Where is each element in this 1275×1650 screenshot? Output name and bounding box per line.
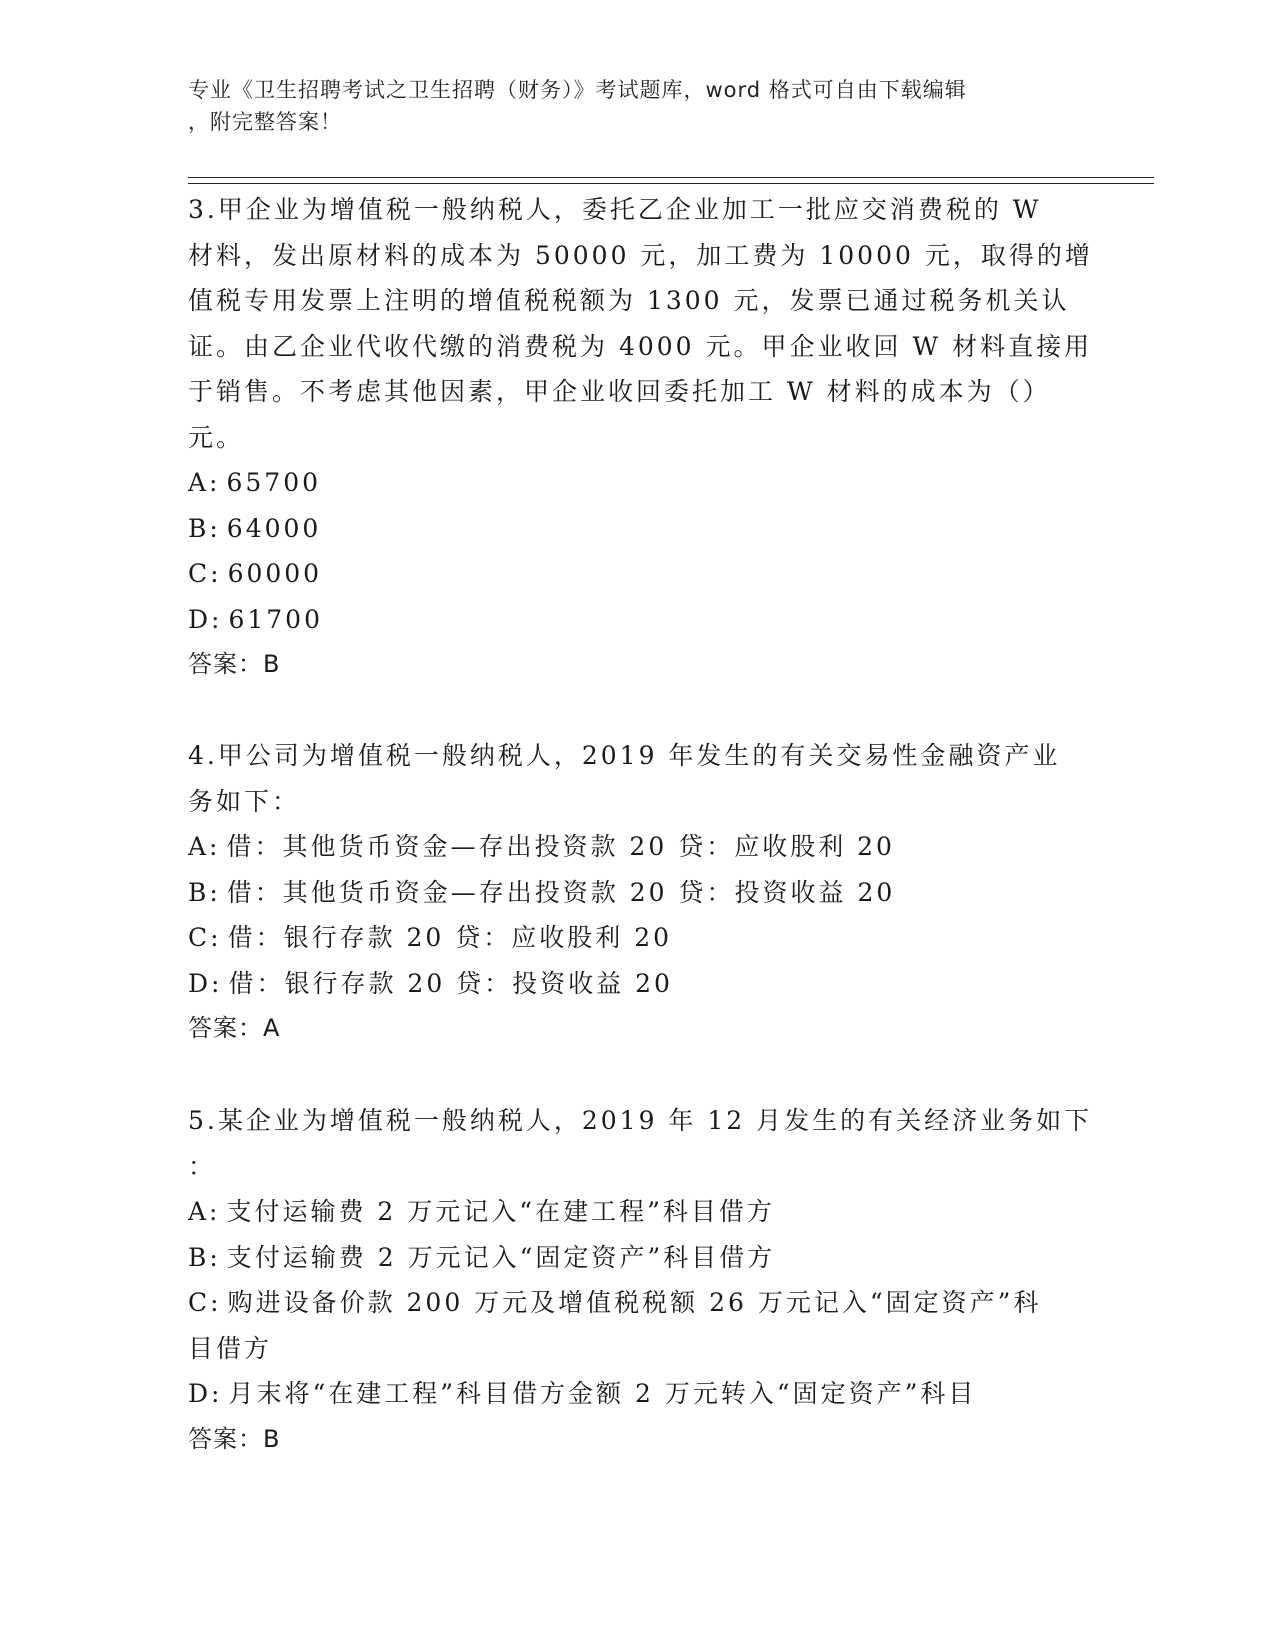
option-b [188, 870, 1088, 916]
option-letter: B: [188, 1242, 221, 1272]
option-text: 支付运输费 2 万元记入“固定资产”科目借方 [226, 1242, 776, 1272]
question-stem-line: 3.甲企业为增值税一般纳税人，委托乙企业加工一批应交消费税的 W [188, 195, 1042, 224]
option-text: 65700 [226, 468, 322, 497]
header-line-1: 专业《卫生招聘考试之卫生招聘（财务）》考试题库，word 格式可自由下载编辑 [188, 78, 967, 102]
question-stem-line: 于销售。不考虑其他因素，甲企业收回委托加工 W 材料的成本为（） [188, 377, 1051, 406]
option-text: 借：银行存款 20 贷：投资收益 20 [228, 968, 673, 998]
option-text: 月末将“在建工程”科目借方金额 2 万元转入“固定资产”科目 [228, 1379, 977, 1408]
option-text: 61700 [228, 604, 323, 634]
question-4 [188, 733, 1088, 1052]
option-text: 支付运输费 2 万元记入“在建工程”科目借方 [226, 1197, 775, 1226]
question-stem-line: 值税专用发票上注明的增值税税额为 1300 元，发票已通过税务机关认 [188, 286, 1070, 315]
header-divider-top [188, 177, 1154, 178]
question-stem-line: 4.甲公司为增值税一般纳税人，2019 年发生的有关交易性金融资产业 [188, 741, 1061, 770]
document-header [188, 74, 1088, 138]
option-text: 借：其他货币资金—存出投资款 20 贷：应收股利 20 [226, 832, 895, 861]
option-b [188, 1235, 1088, 1281]
option-a [188, 460, 1088, 506]
answer-line: 答案：B [188, 1424, 281, 1453]
option-c [188, 551, 1088, 597]
question-stem-line: ： [188, 1151, 217, 1181]
header-line-2: ，附完整答案！ [188, 110, 342, 134]
option-text: 购进设备价款 200 万元及增值税税额 26 万元记入“固定资产”科 [227, 1288, 1042, 1317]
option-letter: A: [188, 1197, 221, 1226]
question-stem-line: 务如下： [188, 786, 301, 816]
option-b [188, 506, 1088, 552]
option-letter: D: [188, 604, 223, 634]
question-stem-line: 证。由乙企业代收代缴的消费税为 4000 元。甲企业收回 W 材料直接用 [188, 331, 1093, 361]
answer-line: 答案：B [188, 650, 281, 678]
option-text: 借：其他货币资金—存出投资款 20 贷：投资收益 20 [226, 877, 896, 907]
option-a [188, 1189, 1088, 1235]
option-letter: A: [188, 832, 221, 861]
option-letter: B: [188, 513, 221, 543]
question-stem-line: 5.某企业为增值税一般纳税人，2019 年 12 月发生的有关经济业务如下 [188, 1106, 1093, 1135]
option-c [188, 1280, 1088, 1326]
option-letter: C: [188, 559, 222, 588]
option-text: 借：银行存款 20 贷：应收股利 20 [227, 923, 673, 952]
option-letter: B: [188, 877, 221, 907]
option-letter: C: [188, 1288, 222, 1317]
option-c-continued [188, 1326, 1088, 1372]
header-divider-bottom [188, 183, 1154, 184]
option-text: 60000 [227, 559, 323, 588]
option-d [188, 597, 1088, 643]
option-letter: A: [188, 468, 221, 497]
option-a [188, 824, 1088, 870]
option-d [188, 961, 1088, 1007]
option-letter: D: [188, 968, 223, 998]
answer-line: 答案：A [188, 1014, 281, 1042]
option-letter: C: [188, 923, 222, 952]
option-text: 64000 [226, 513, 322, 543]
question-stem-line: 材料，发出原材料的成本为 50000 元，加工费为 10000 元，取得的增 [188, 240, 1093, 270]
question-stem-line: 元。 [188, 422, 245, 452]
option-d [188, 1371, 1088, 1417]
option-text: 目借方 [188, 1333, 273, 1363]
option-c [188, 915, 1088, 961]
question-3 [188, 187, 1093, 688]
option-letter: D: [188, 1379, 223, 1408]
question-5 [188, 1098, 1093, 1462]
